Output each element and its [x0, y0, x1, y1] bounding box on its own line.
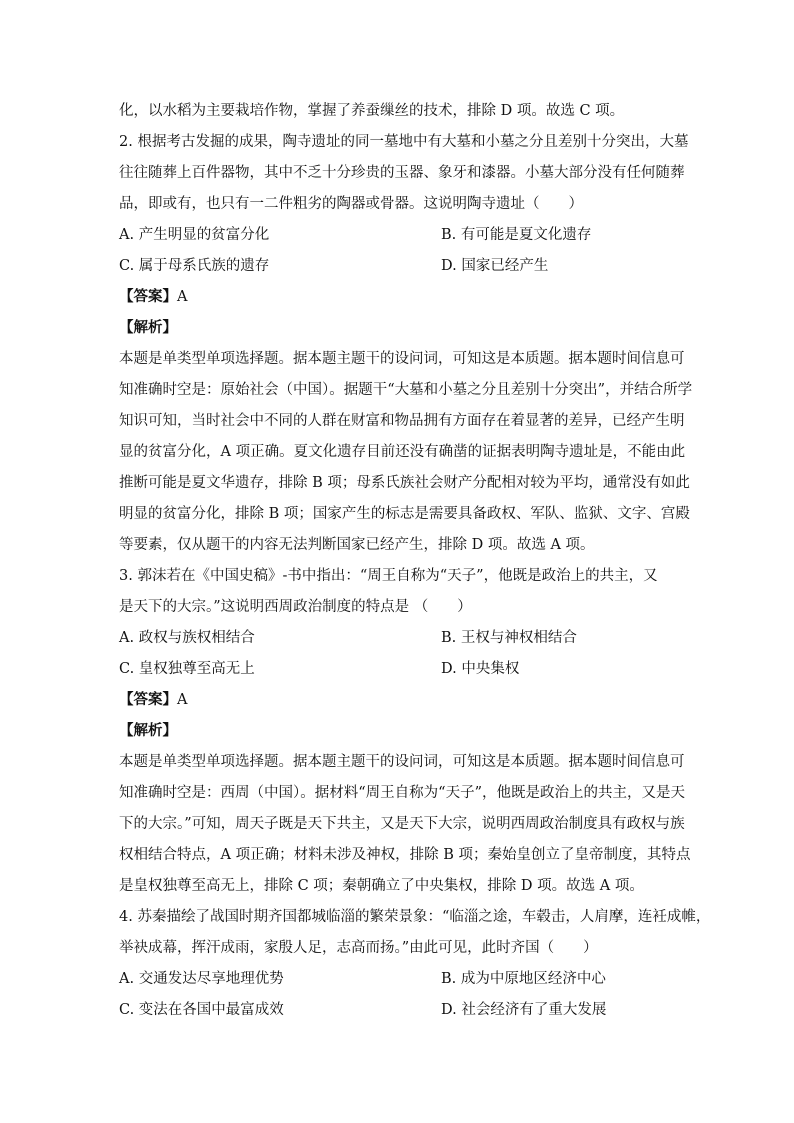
option-b: B. 有可能是夏文化遗存: [441, 227, 592, 243]
analysis-line: 下的大宗。”可知，周天子既是天下共主，又是天下大宗，说明西周政治制度具有政权与族: [119, 816, 685, 832]
analysis-line: 是皇权独尊至高无上，排除 C 项；秦朝确立了中央集权，排除 D 项。故选 A 项。: [119, 878, 644, 894]
options-row: [119, 623, 679, 654]
question-stem-line: 4. 苏秦描绘了战国时期齐国都城临淄的繁荣景象：“临淄之途，车毂击，人肩摩，连衽成帷，: [119, 909, 711, 925]
question-2: [119, 127, 693, 561]
analysis-line: 知识可知，当时社会中不同的人群在财富和物品拥有方面存在着显著的差异，已经产生明: [119, 413, 685, 429]
analysis-line: 知准确时空是：西周（中国）。据材料“周王自称为“天子”，他既是政治上的共主，又是天: [119, 785, 685, 801]
analysis-label: 【解析】: [119, 723, 177, 739]
question-stem-line: 是天下的大宗。”这说明西周政治制度的特点是 （ ）: [119, 599, 472, 615]
question-3: [119, 561, 691, 902]
analysis-heading: [119, 313, 679, 344]
answer-label: 【答案】: [119, 692, 177, 708]
option-d: D. 社会经济有了重大发展: [441, 1002, 607, 1018]
option-a: A. 产生明显的贫富分化: [119, 227, 270, 243]
question-4: [119, 902, 711, 1026]
question-stem-line: 品，即或有，也只有一二件粗劣的陶器或骨器。这说明陶寺遗址（ ）: [119, 196, 583, 212]
answer-line: [119, 282, 679, 313]
answer-line: [119, 685, 679, 716]
option-a: A. 政权与族权相结合: [119, 630, 255, 646]
options-row: [119, 964, 679, 995]
answer-label: 【答案】: [119, 289, 177, 305]
analysis-line: 知准确时空是：原始社会（中国）。据题干“大墓和小墓之分且差别十分突出”，并结合所学: [119, 382, 693, 398]
analysis-label: 【解析】: [119, 320, 177, 336]
analysis-line: 明显的贫富分化，排除 B 项；国家产生的标志是需要具备政权、军队、监狱、文字、宫殿: [119, 506, 690, 522]
option-c: C. 变法在各国中最富成效: [119, 1002, 284, 1018]
options-row: [119, 220, 679, 251]
option-c: C. 皇权独尊至高无上: [119, 661, 255, 677]
analysis-heading: [119, 716, 679, 747]
options-row: [119, 995, 679, 1026]
options-row: [119, 251, 679, 282]
intro-line: 化，以水稻为主要栽培作物，掌握了养蚕缫丝的技术，排除 D 项。故选 C 项。: [119, 103, 625, 119]
analysis-line: 等要素，仅从题干的内容无法判断国家已经产生，排除 D 项。故选 A 项。: [119, 537, 595, 553]
document-page: [119, 96, 711, 1026]
options-row: [119, 654, 679, 685]
answer-value: A: [177, 289, 188, 305]
analysis-line: 推断可能是夏文华遗存，排除 B 项；母系氏族社会财产分配相对较为平均，通常没有如此: [119, 475, 690, 491]
option-b: B. 王权与神权相结合: [441, 630, 577, 646]
question-stem-line: 3. 郭沫若在《中国史稿》-书中指出：“周王自称为“天子”，他既是政治上的共主，又: [119, 568, 658, 584]
question-stem-line: 往往随葬上百件器物，其中不乏十分珍贵的玉器、象牙和漆器。小墓大部分没有任何随葬: [119, 165, 685, 181]
option-c: C. 属于母系氏族的遗存: [119, 258, 270, 274]
question-stem-line: 2. 根据考古发掘的成果，陶寺遗址的同一墓地中有大墓和小墓之分且差别十分突出，大墓: [119, 134, 689, 150]
question-stem-line: 举袂成幕，挥汗成雨，家殷人足，志高而扬。”由此可见，此时齐国（ ）: [119, 940, 598, 956]
analysis-line: 显的贫富分化，A 项正确。夏文化遗存目前还没有确凿的证据表明陶寺遗址是，不能由此: [119, 444, 686, 460]
analysis-line: 权相结合特点，A 项正确；材料未涉及神权，排除 B 项；秦始皇创立了皇帝制度，其特点: [119, 847, 691, 863]
analysis-line: 本题是单类型单项选择题。据本题主题干的设问词，可知这是本质题。据本题时间信息可: [119, 351, 685, 367]
option-d: D. 国家已经产生: [441, 258, 549, 274]
analysis-line: 本题是单类型单项选择题。据本题主题干的设问词，可知这是本质题。据本题时间信息可: [119, 754, 685, 770]
option-b: B. 成为中原地区经济中心: [441, 971, 606, 987]
option-a: A. 交通发达尽享地理优势: [119, 971, 284, 987]
option-d: D. 中央集权: [441, 661, 520, 677]
answer-value: A: [177, 692, 188, 708]
